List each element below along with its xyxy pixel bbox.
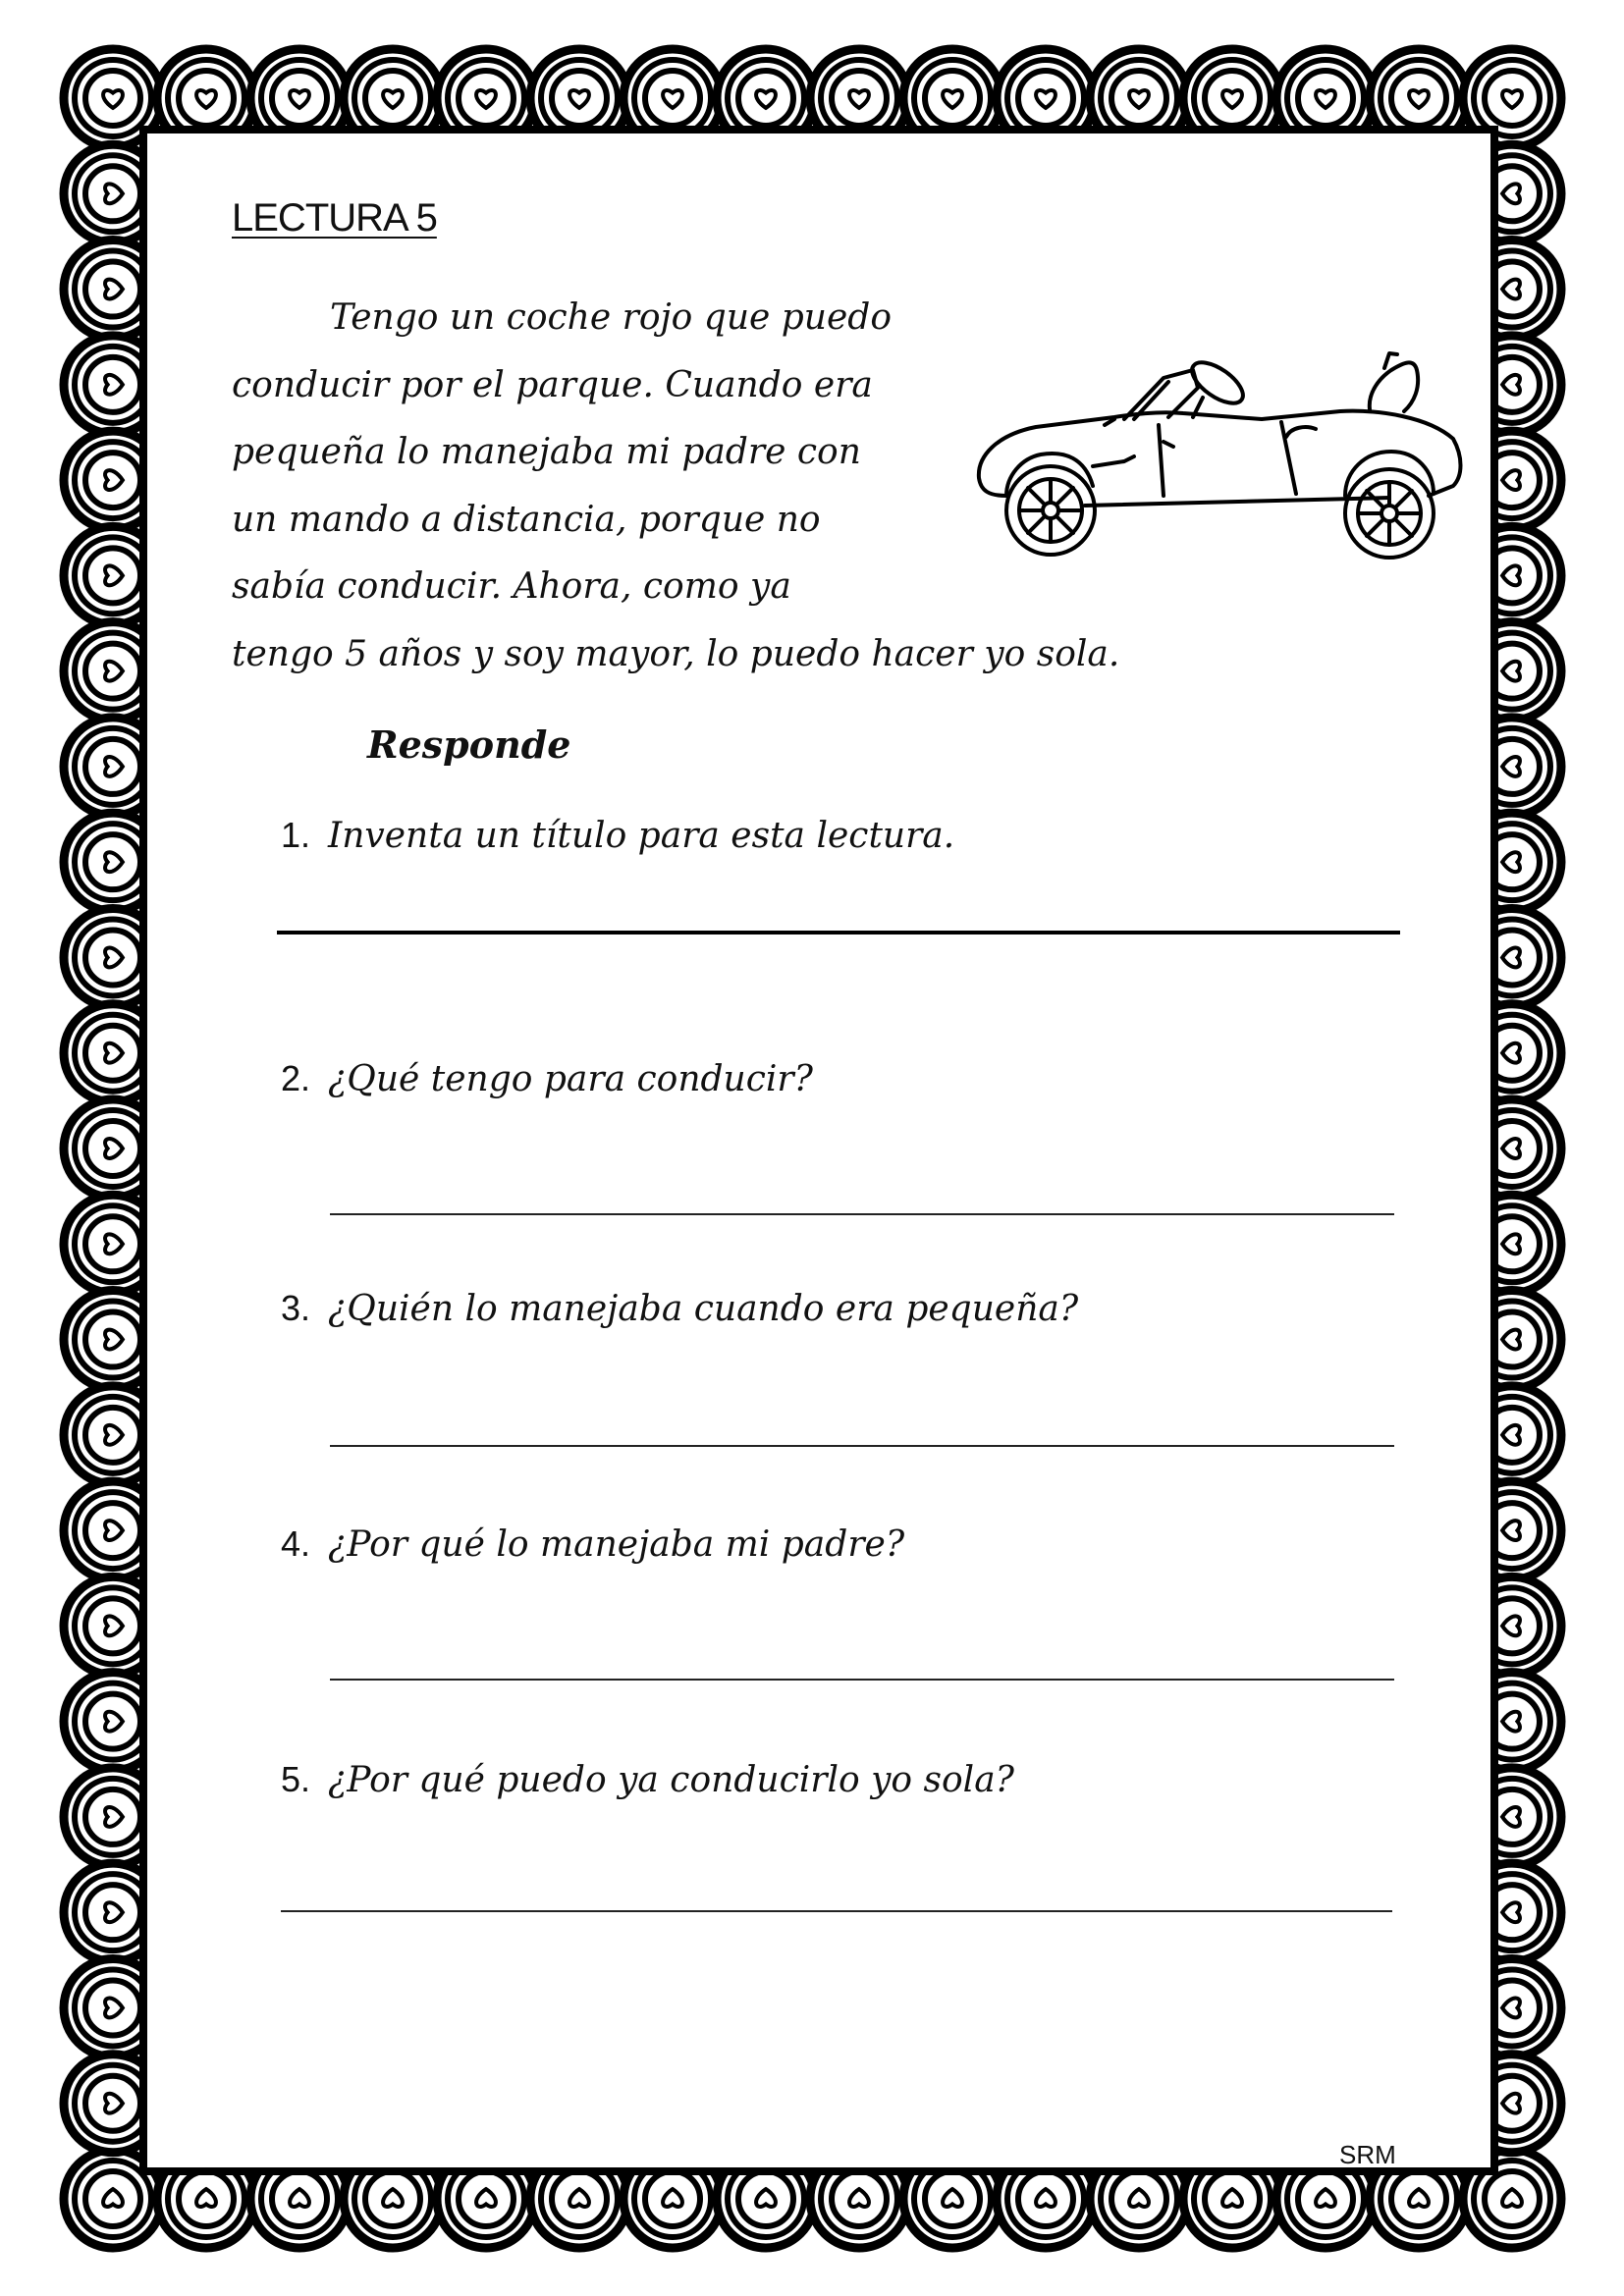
author-signature: SRM — [1339, 2140, 1396, 2169]
worksheet-title: LECTURA 5 — [232, 196, 437, 240]
reading-line: sabía conducir. Ahora, como ya — [232, 566, 791, 607]
question-number: 4. — [281, 1523, 311, 1564]
answer-line-5[interactable] — [281, 1910, 1392, 1912]
question-number: 5. — [281, 1759, 311, 1799]
question-number: 2. — [281, 1058, 311, 1098]
reading-line: un mando a distancia, porque no — [232, 499, 821, 540]
question-number: 3. — [281, 1288, 311, 1328]
answer-line-1[interactable] — [277, 931, 1400, 934]
question-text: ¿Por qué lo manejaba mi padre? — [328, 1524, 905, 1565]
answer-line-3[interactable] — [330, 1445, 1394, 1447]
answer-line-2[interactable] — [330, 1213, 1394, 1215]
reading-line: pequeña lo manejaba mi padre con — [232, 432, 861, 472]
question-text: Inventa un título para esta lectura. — [328, 816, 955, 856]
answer-line-4[interactable] — [330, 1679, 1394, 1681]
reading-line: Tengo un coche rojo que puedo — [330, 297, 893, 338]
section-heading: Responde — [367, 722, 571, 767]
question-2 — [281, 1058, 813, 1099]
question-text: ¿Por qué puedo ya conducirlo yo sola? — [328, 1760, 1014, 1800]
reading-line: conducir por el parque. Cuando era — [232, 364, 873, 405]
question-3 — [281, 1288, 1078, 1329]
toy-car-icon — [967, 348, 1468, 579]
question-number: 1. — [281, 815, 311, 855]
question-text: ¿Qué tengo para conducir? — [328, 1059, 813, 1099]
question-1 — [281, 815, 954, 856]
question-5 — [281, 1759, 1014, 1800]
question-text: ¿Quién lo manejaba cuando era pequeña? — [328, 1289, 1079, 1329]
reading-line: tengo 5 años y soy mayor, lo puedo hacer yo sola. — [232, 633, 1120, 674]
question-4 — [281, 1523, 904, 1565]
